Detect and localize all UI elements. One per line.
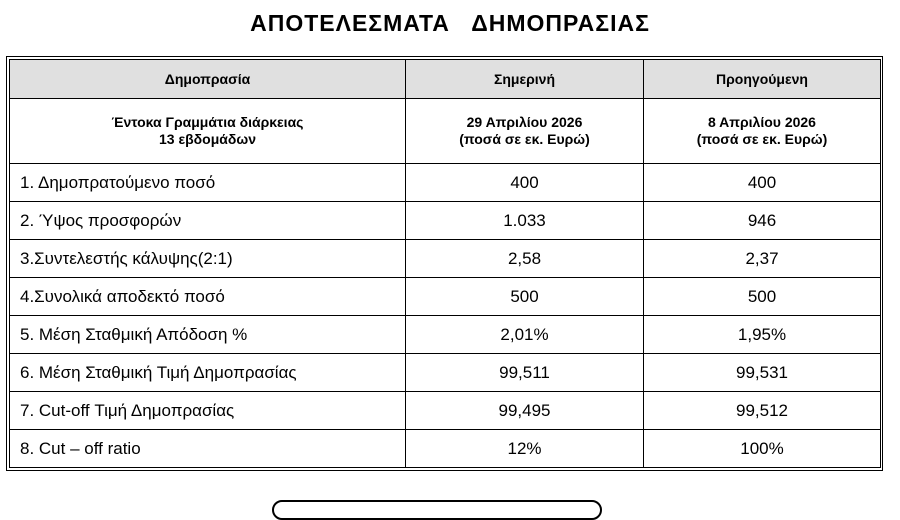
row-label: 6. Μέση Σταθμική Τιμή Δημοπρασίας [10, 354, 406, 392]
row-current-value: 1.033 [406, 202, 644, 240]
row-label: 7. Cut-off Τιμή Δημοπρασίας [10, 392, 406, 430]
row-current-value: 2,58 [406, 240, 644, 278]
subheader-instrument [10, 99, 406, 164]
subheader-previous-date [644, 99, 881, 164]
header-previous: Προηγούμενη [644, 60, 881, 99]
table-row [10, 240, 881, 278]
instrument-name: Έντοκα Γραμμάτια διάρκειας [111, 114, 304, 130]
row-label: 3.Συντελεστής κάλυψης(2:1) [10, 240, 406, 278]
row-current-value: 12% [406, 430, 644, 468]
row-label: 4.Συνολικά αποδεκτό ποσό [10, 278, 406, 316]
page-title: ΑΠΟΤΕΛΕΣΜΑΤΑ ΔΗΜΟΠΡΑΣΙΑΣ [250, 10, 650, 36]
row-label: 5. Μέση Σταθμική Απόδοση % [10, 316, 406, 354]
table-row [10, 278, 881, 316]
row-current-value: 99,495 [406, 392, 644, 430]
row-previous-value: 1,95% [644, 316, 881, 354]
table-row [10, 430, 881, 468]
row-current-value: 99,511 [406, 354, 644, 392]
row-current-value: 400 [406, 164, 644, 202]
row-previous-value: 99,531 [644, 354, 881, 392]
table-header-row [10, 60, 881, 99]
row-previous-value: 400 [644, 164, 881, 202]
table-subheader-row [10, 99, 881, 164]
current-date: 29 Απριλίου 2026 [466, 114, 583, 130]
instrument-duration: 13 εβδομάδων [159, 131, 256, 147]
current-unit-note: (ποσά σε εκ. Ευρώ) [459, 131, 590, 147]
header-auction: Δημοπρασία [10, 60, 406, 99]
auction-results-table [6, 56, 883, 471]
row-label: 1. Δημοπρατούμενο ποσό [10, 164, 406, 202]
row-previous-value: 100% [644, 430, 881, 468]
row-label: 8. Cut – off ratio [10, 430, 406, 468]
row-previous-value: 500 [644, 278, 881, 316]
previous-unit-note: (ποσά σε εκ. Ευρώ) [696, 131, 828, 147]
cropped-rounded-box [272, 500, 602, 520]
row-previous-value: 2,37 [644, 240, 881, 278]
previous-date: 8 Απριλίου 2026 [708, 114, 816, 130]
header-current: Σημερινή [406, 60, 644, 99]
row-current-value: 500 [406, 278, 644, 316]
table-row [10, 316, 881, 354]
row-label: 2. Ύψος προσφορών [10, 202, 406, 240]
table-row [10, 392, 881, 430]
row-previous-value: 946 [644, 202, 881, 240]
row-current-value: 2,01% [406, 316, 644, 354]
row-previous-value: 99,512 [644, 392, 881, 430]
table-row [10, 202, 881, 240]
table-row [10, 354, 881, 392]
table-row [10, 164, 881, 202]
subheader-current-date [406, 99, 644, 164]
